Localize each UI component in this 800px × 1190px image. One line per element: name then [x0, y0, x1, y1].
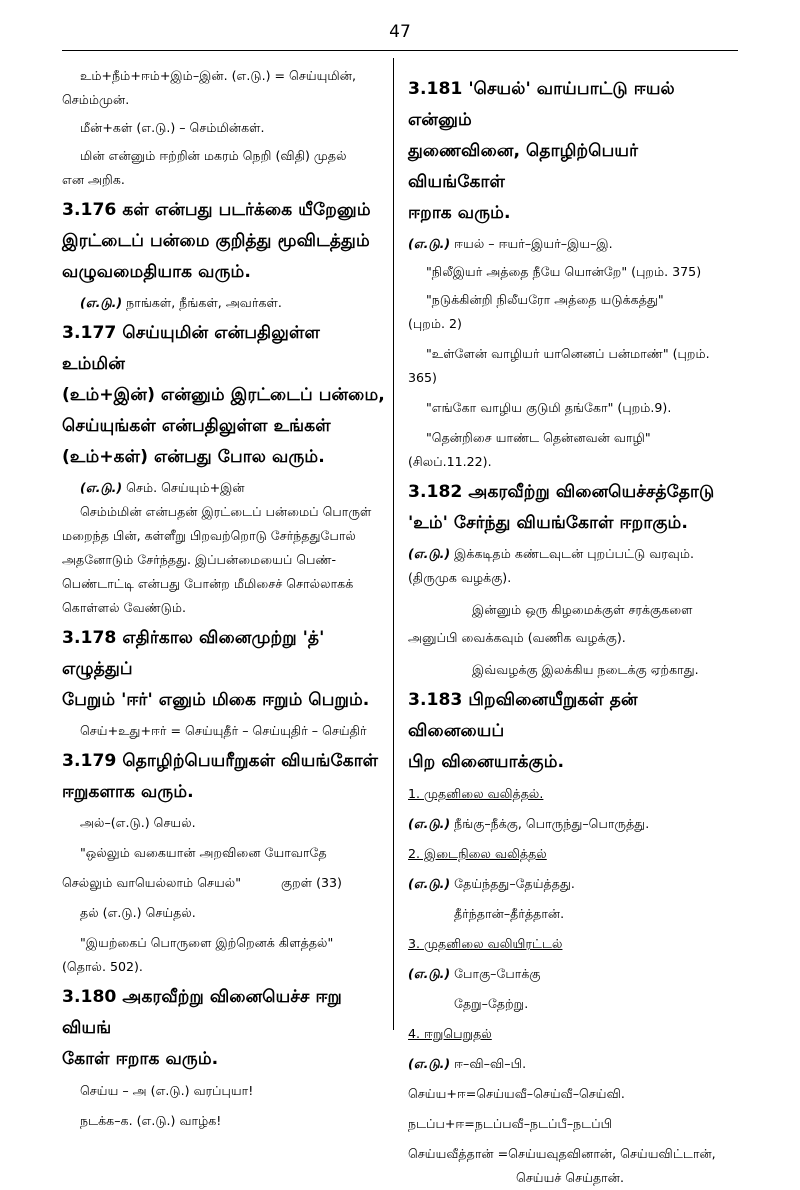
example-line	[408, 812, 732, 836]
quote-line	[62, 871, 386, 895]
text-line: இவ்வழக்கு இலக்கிய நடைக்கு ஏற்காது.	[472, 662, 699, 677]
quote-line: "இயற்கைப் பொருளை இற்றெனக் கிளத்தல்"	[80, 935, 334, 950]
quote-line: "எங்கோ வாழிய குடுமி தங்கோ" (புறம்.9).	[426, 400, 672, 415]
heading-line: பேறும் 'ஈர்' எனும் மிகை ஈறும் பெறும்.	[62, 690, 370, 710]
text-line: மின் என்னும் ஈற்றின் மகரம் நெறி (விதி) முதல்	[80, 148, 347, 163]
text-line: செய்+உது+ஈர் = செய்யுதீர் – செய்யுதிர் – செய்திர்	[80, 723, 367, 738]
section-heading-3-183	[408, 685, 732, 778]
text-line: அதனோடும் சேர்ந்தது. இப்பன்மையைப் பெண்-	[62, 552, 337, 567]
right-column	[408, 64, 732, 1190]
section-heading-3-178	[62, 623, 386, 716]
heading-line: (உம்+இன்) என்னும் இரட்டைப் பன்மை,	[62, 385, 385, 405]
heading-line: துணைவினை, தொழிற்பெயர் வியங்கோள்	[408, 141, 639, 192]
text-line: நடக்க–க. (எ.டு.) வாழ்க!	[80, 1113, 222, 1128]
example-line	[408, 232, 732, 256]
example-label: (எ.டு.)	[408, 816, 451, 831]
heading-line: 3.181 'செயல்' வாய்பாட்டு ஈயல் என்னும்	[408, 79, 675, 130]
example-text: போகு–போக்கு	[454, 966, 541, 981]
example-label: (எ.டு.)	[408, 966, 451, 981]
section-heading-3-179	[62, 746, 386, 808]
heading-line: 3.177 செய்யுமின் என்பதிலுள்ள உம்மின்	[62, 323, 320, 374]
heading-line: 3.180 அகரவீற்று வினையெச்ச ஈறு வியங்	[62, 987, 342, 1038]
example-text: தீர்ந்தான்–தீர்த்தான்.	[454, 906, 565, 921]
quote-text: செல்லும் வாயெல்லாம் செயல்"	[62, 875, 242, 890]
example-text: ஈயல் – ஈயர்–இயர்–இய–இ.	[454, 236, 613, 251]
example-text: இக்கடிதம் கண்டவுடன் புறப்பட்டு வரவும்.	[454, 546, 694, 561]
quote-reference: குறள் (33)	[281, 875, 342, 890]
heading-line: 3.176 கள் என்பது படர்க்கை யீறேனும்	[62, 200, 371, 220]
subsection-heading: 2. இடைநிலை வலித்தல்	[408, 846, 547, 861]
page-number: 47	[389, 22, 411, 42]
example-label: (எ.டு.)	[408, 1056, 451, 1071]
example-text: தேய்ந்தது–தேய்த்தது.	[454, 876, 575, 891]
quote-reference: (தொல். 502).	[62, 959, 143, 974]
example-line	[62, 476, 386, 500]
quote-line: "ஒல்லும் வகையான் அறவினை யோவாதே	[80, 845, 327, 860]
heading-line: கோள் ஈறாக வரும்.	[62, 1049, 219, 1069]
example-text: ஈ–வி–வி–பி.	[454, 1056, 527, 1071]
subsection-heading: 3. முதனிலை வலியிரட்டல்	[408, 936, 563, 951]
quote-line: "உள்ளேன் வாழியர் யானெனப் பன்மாண்" (புறம்.	[426, 346, 710, 361]
example-line	[408, 542, 732, 566]
heading-line: (உம்+கள்) என்பது போல வரும்.	[62, 447, 325, 467]
text-line: செம்ம்முன்.	[62, 92, 130, 107]
quote-line: "நிலீஇயர் அத்தை நீயே யொன்றே" (புறம். 375)	[426, 264, 702, 279]
quote-reference: (சிலப்.11.22).	[408, 454, 492, 469]
quote-reference: 365)	[408, 370, 437, 385]
subsection-heading: 4. ஈறுபெறுதல்	[408, 1026, 492, 1041]
heading-line: ஈறாக வரும்.	[408, 203, 511, 223]
text-line: பெண்டாட்டி என்பது போன்ற மீமிசைச் சொல்லாகக்	[62, 576, 354, 591]
text-line: மறைந்த பின், கள்ளீறு பிறவற்றொடு சேர்ந்ததுபோல்	[62, 528, 356, 543]
example-label: (எ.டு.)	[408, 236, 451, 251]
header-rule	[62, 50, 738, 51]
section-heading-3-180	[62, 982, 386, 1075]
quote-line: "தென்றிசை யாண்ட தென்னவன் வாழி"	[426, 430, 651, 445]
text-line: என அறிக.	[62, 172, 125, 187]
text-line: செம்ம்மின் என்பதன் இரட்டைப் பன்மைப் பொருள்	[80, 504, 372, 519]
quote-line: "நடுக்கின்றி நிலீயரோ அத்தை யடுக்கத்து"	[426, 292, 664, 307]
text-line: கொள்ளல் வேண்டும்.	[62, 600, 187, 615]
text-line: மீன்+கள் (எ.டு.) – செம்மின்கள்.	[80, 120, 265, 135]
example-text: தேறு–தேற்று.	[454, 996, 529, 1011]
section-heading-3-176	[62, 195, 386, 288]
text-line: தல் (எ.டு.) செய்தல்.	[80, 905, 196, 920]
heading-line: செய்யுங்கள் என்பதிலுள்ள உங்கள்	[62, 416, 331, 436]
heading-line: வழுவமைதியாக வரும்.	[62, 262, 251, 282]
example-label: (எ.டு.)	[80, 295, 123, 310]
section-heading-3-177	[62, 318, 386, 473]
example-label: (எ.டு.)	[408, 546, 451, 561]
text-line: செய்யவீத்தான் =செய்யவுதவினான், செய்யவிட்டான்,	[408, 1146, 716, 1161]
text-line: செய்ய – அ (எ.டு.) வரப்புயா!	[80, 1083, 254, 1098]
heading-line: இரட்டைப் பன்மை குறித்து மூவிடத்தும்	[62, 231, 370, 251]
example-line	[62, 291, 386, 315]
quote-reference: (புறம். 2)	[408, 316, 462, 331]
text-line: நடப்ப+ஈ=நடப்பவீ–நடப்பீ–நடப்பி	[408, 1116, 613, 1131]
text-line: அனுப்பி வைக்கவும் (வணிக வழக்கு).	[408, 630, 626, 645]
text-line: இன்னும் ஒரு கிழமைக்குள் சரக்குகளை	[472, 602, 693, 617]
left-column	[62, 64, 386, 1133]
example-line	[408, 872, 732, 896]
section-heading-3-182	[408, 477, 732, 539]
heading-line: 3.179 தொழிற்பெயரீறுகள் வியங்கோள்	[62, 751, 379, 771]
text-line: செய்யச் செய்தான்.	[516, 1170, 624, 1185]
example-label: (எ.டு.)	[408, 876, 451, 891]
text-line: அல்–(எ.டு.) செயல்.	[80, 815, 196, 830]
example-label: (எ.டு.)	[80, 480, 123, 495]
heading-line: 'உம்' சேர்ந்து வியங்கோள் ஈறாகும்.	[408, 513, 688, 533]
heading-line: 3.182 அகரவீற்று வினையெச்சத்தோடு	[408, 482, 715, 502]
example-text: செம். செய்யும்+இன்	[126, 480, 245, 495]
example-line	[408, 962, 732, 986]
heading-line: ஈறுகளாக வரும்.	[62, 782, 194, 802]
subsection-heading: 1. முதனிலை வலித்தல்.	[408, 786, 544, 801]
example-text: நீங்கு–நீக்கு, பொருந்து–பொருத்து.	[454, 816, 650, 831]
heading-line: 3.183 பிறவினையீறுகள் தன் வினையைப்	[408, 690, 638, 741]
example-line	[408, 1052, 732, 1076]
heading-line: பிற வினையாக்கும்.	[408, 752, 565, 772]
text-line: உம்+நீம்+ஈம்+இம்–இன். (எ.டு.) = செய்யுமின்,	[80, 68, 357, 83]
section-heading-3-181	[408, 74, 732, 229]
text-line: செய்ய+ஈ=செய்யவீ–செய்வீ–செய்வி.	[408, 1086, 625, 1101]
column-divider	[393, 58, 394, 1030]
text-line: (திருமுக வழக்கு).	[408, 570, 512, 585]
heading-line: 3.178 எதிர்கால வினைமுற்று 'த்' எழுத்துப்	[62, 628, 325, 679]
example-text: நாங்கள், நீங்கள், அவர்கள்.	[126, 295, 282, 310]
